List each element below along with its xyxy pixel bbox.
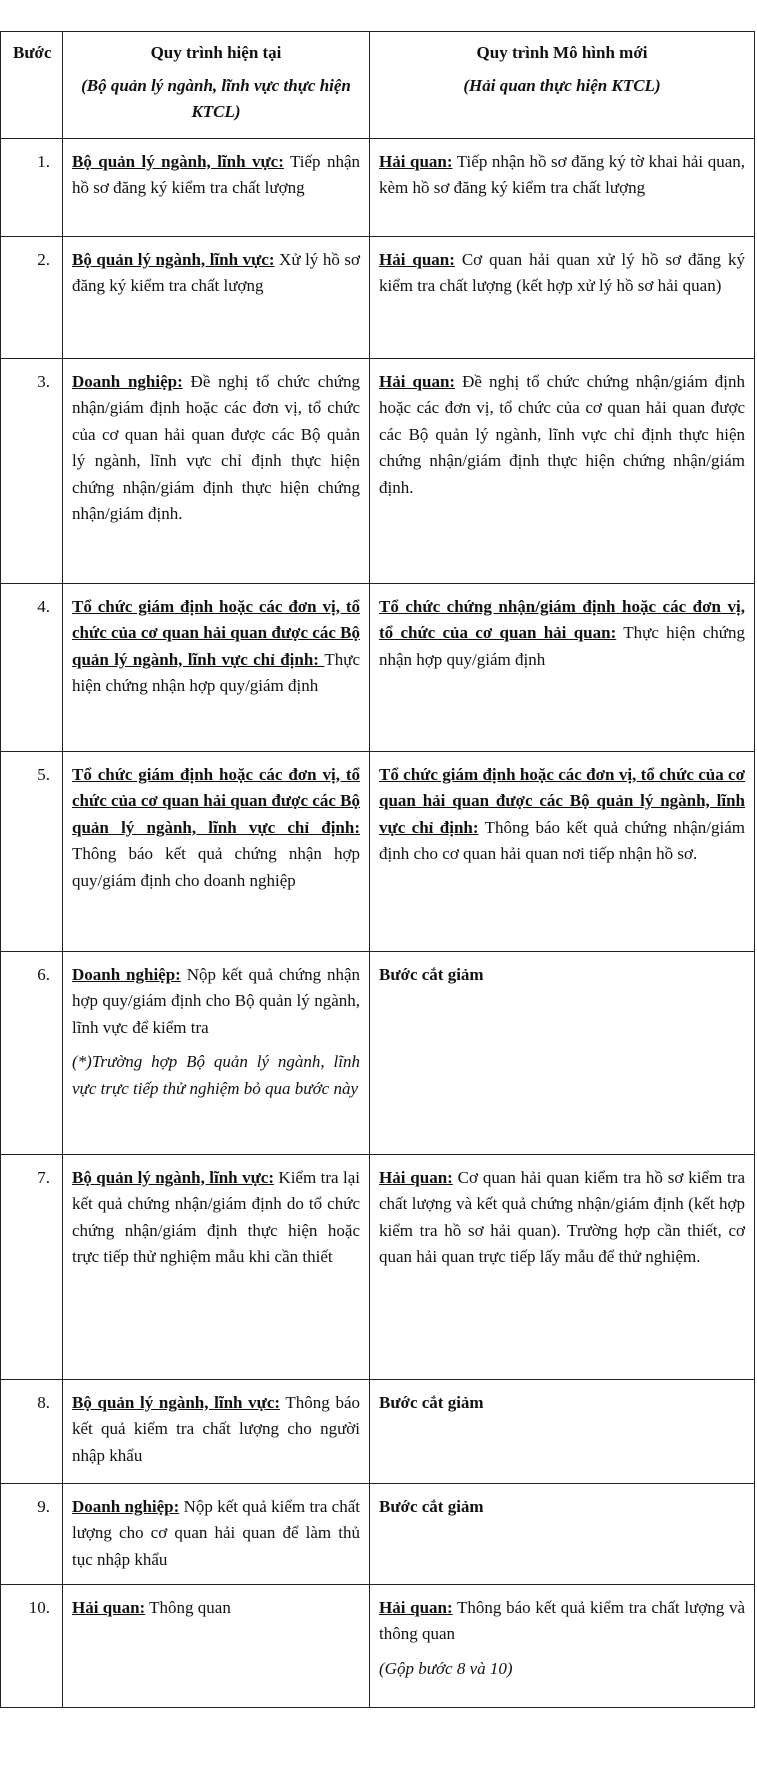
new-step-cell (370, 236, 755, 358)
step-number: 5. (1, 751, 63, 951)
step-removed-label: Bước cắt giảm (379, 1392, 484, 1412)
step-text: Đề nghị tổ chức chứng nhận/giám định hoặc các đơn vị, tổ chức của cơ quan hải quan được các Bộ quản lý ngành, lĩnh vực chỉ định thực hiện chứng nhận/giám định thực hiện chứng nhận/giám định. (379, 371, 745, 497)
step-text: Thông báo kết quả kiểm tra chất lượng và thông quan (379, 1597, 745, 1643)
actor-label: Bộ quản lý ngành, lĩnh vực: (72, 1392, 281, 1412)
current-step-cell (63, 358, 370, 583)
table-row (1, 583, 755, 751)
table-row (1, 751, 755, 951)
step-text: Thông quan (145, 1597, 231, 1617)
current-step-cell (63, 951, 370, 1154)
step-number: 3. (1, 358, 63, 583)
new-step-cell (370, 951, 755, 1154)
step-text: Thông báo kết quả chứng nhận/giám định cho cơ quan hải quan nơi tiếp nhận hồ sơ. (379, 817, 745, 863)
new-step-cell (370, 1379, 755, 1483)
step-text: Cơ quan hải quan kiểm tra hồ sơ kiểm tra chất lượng và kết quả chứng nhận/giám định (kết hợp kiểm tra hồ sơ hải quan). Trường hợp cần thiết, cơ quan hải quan trực tiếp lấy mẫu để thử nghiệm. (379, 1167, 745, 1266)
table-header-row (1, 32, 755, 139)
new-step-cell (370, 1483, 755, 1584)
actor-label: Tổ chức giám định hoặc các đơn vị, tổ chức của cơ quan hải quan được các Bộ quản lý ngành, lĩnh vực chỉ định: (379, 764, 745, 837)
step-text: Tiếp nhận hồ sơ đăng ký tờ khai hải quan, kèm hồ sơ đăng ký kiểm tra chất lượng (379, 151, 745, 197)
step-number: 9. (1, 1483, 63, 1584)
actor-label: Hải quan: (379, 151, 453, 171)
step-text: Nộp kết quả kiểm tra chất lượng cho cơ quan hải quan để làm thủ tục nhập khẩu (72, 1496, 360, 1569)
table-row (1, 1154, 755, 1379)
header-current-title: Quy trình hiện tại (150, 43, 282, 62)
step-removed-label: Bước cắt giảm (379, 1496, 484, 1516)
step-text: Tiếp nhận hồ sơ đăng ký kiểm tra chất lượng (72, 151, 360, 197)
new-step-cell (370, 583, 755, 751)
step-text: Thông báo kết quả kiểm tra chất lượng cho người nhập khẩu (72, 1392, 360, 1465)
new-step-cell (370, 1584, 755, 1707)
actor-label: Doanh nghiệp: (72, 1496, 180, 1516)
step-text: Xử lý hồ sơ đăng ký kiểm tra chất lượng (72, 249, 360, 295)
actor-label: Bộ quản lý ngành, lĩnh vực: (72, 151, 284, 171)
actor-label: Bộ quản lý ngành, lĩnh vực: (72, 1167, 274, 1187)
actor-label: Hải quan: (379, 1167, 453, 1187)
new-step-cell (370, 1154, 755, 1379)
table-row (1, 1584, 755, 1707)
step-number: 10. (1, 1584, 63, 1707)
current-step-cell (63, 236, 370, 358)
step-text: Kiểm tra lại kết quả chứng nhận/giám định do tổ chức chứng nhận/giám định thực hiện hoặc trực tiếp thử nghiệm mẫu khi cần thiết (72, 1167, 360, 1266)
step-removed-label: Bước cắt giảm (379, 964, 484, 984)
process-comparison-table (0, 31, 755, 1708)
current-step-cell (63, 751, 370, 951)
header-step: Bước (1, 32, 63, 139)
step-number: 2. (1, 236, 63, 358)
step-note: (Gộp bước 8 và 10) (379, 1658, 513, 1678)
step-text: Thực hiện chứng nhận hợp quy/giám định (379, 623, 745, 669)
actor-label: Hải quan: (379, 1597, 453, 1617)
table-row (1, 358, 755, 583)
new-step-cell (370, 751, 755, 951)
table-row (1, 138, 755, 236)
step-number: 1. (1, 138, 63, 236)
new-step-cell (370, 358, 755, 583)
step-number: 8. (1, 1379, 63, 1483)
step-text: Nộp kết quả chứng nhận hợp quy/giám định cho Bộ quản lý ngành, lĩnh vực để kiểm tra (72, 964, 360, 1037)
current-step-cell (63, 1483, 370, 1584)
step-text: Thông báo kết quả chứng nhận hợp quy/giám định cho doanh nghiệp (72, 844, 360, 890)
table-row (1, 1483, 755, 1584)
actor-label: Tổ chức giám định hoặc các đơn vị, tổ chức của cơ quan hải quan được các Bộ quản lý ngành, lĩnh vực chỉ định: (72, 764, 360, 837)
table-row (1, 236, 755, 358)
actor-label: Bộ quản lý ngành, lĩnh vực: (72, 249, 275, 269)
step-text: Đề nghị tổ chức chứng nhận/giám định hoặc các đơn vị, tổ chức của cơ quan hải quan được các Bộ quản lý ngành, lĩnh vực chỉ định thực hiện chứng nhận/giám định thực hiện chứng nhận/giám định. (72, 371, 360, 523)
actor-label: Doanh nghiệp: (72, 371, 183, 391)
actor-label: Hải quan: (72, 1597, 146, 1617)
actor-label: Tổ chức giám định hoặc các đơn vị, tổ chức của cơ quan hải quan được các Bộ quản lý ngành, lĩnh vực chỉ định: (72, 596, 360, 669)
header-new-title: Quy trình Mô hình mới (476, 43, 648, 62)
step-text: Thực hiện chứng nhận hợp quy/giám định (72, 649, 360, 695)
step-number: 6. (1, 951, 63, 1154)
header-current-subtitle: (Bộ quản lý ngành, lĩnh vực thực hiện KTCL) (81, 75, 351, 121)
header-new-subtitle: (Hải quan thực hiện KTCL) (463, 75, 661, 95)
current-step-cell (63, 1379, 370, 1483)
step-note: (*)Trường hợp Bộ quản lý ngành, lĩnh vực trực tiếp thử nghiệm bỏ qua bước này (72, 1052, 360, 1098)
table-row (1, 1379, 755, 1483)
actor-label: Tổ chức chứng nhận/giám định hoặc các đơn vị, tổ chức của cơ quan hải quan: (379, 596, 745, 642)
actor-label: Doanh nghiệp: (72, 964, 181, 984)
table-row (1, 951, 755, 1154)
actor-label: Hải quan: (379, 249, 455, 269)
header-current-process (63, 32, 370, 139)
step-number: 7. (1, 1154, 63, 1379)
new-step-cell (370, 138, 755, 236)
current-step-cell (63, 138, 370, 236)
header-new-process (370, 32, 755, 139)
step-number: 4. (1, 583, 63, 751)
actor-label: Hải quan: (379, 371, 456, 391)
current-step-cell (63, 583, 370, 751)
current-step-cell (63, 1584, 370, 1707)
current-step-cell (63, 1154, 370, 1379)
step-text: Cơ quan hải quan xử lý hồ sơ đăng ký kiểm tra chất lượng (kết hợp xử lý hồ sơ hải quan) (379, 249, 745, 295)
